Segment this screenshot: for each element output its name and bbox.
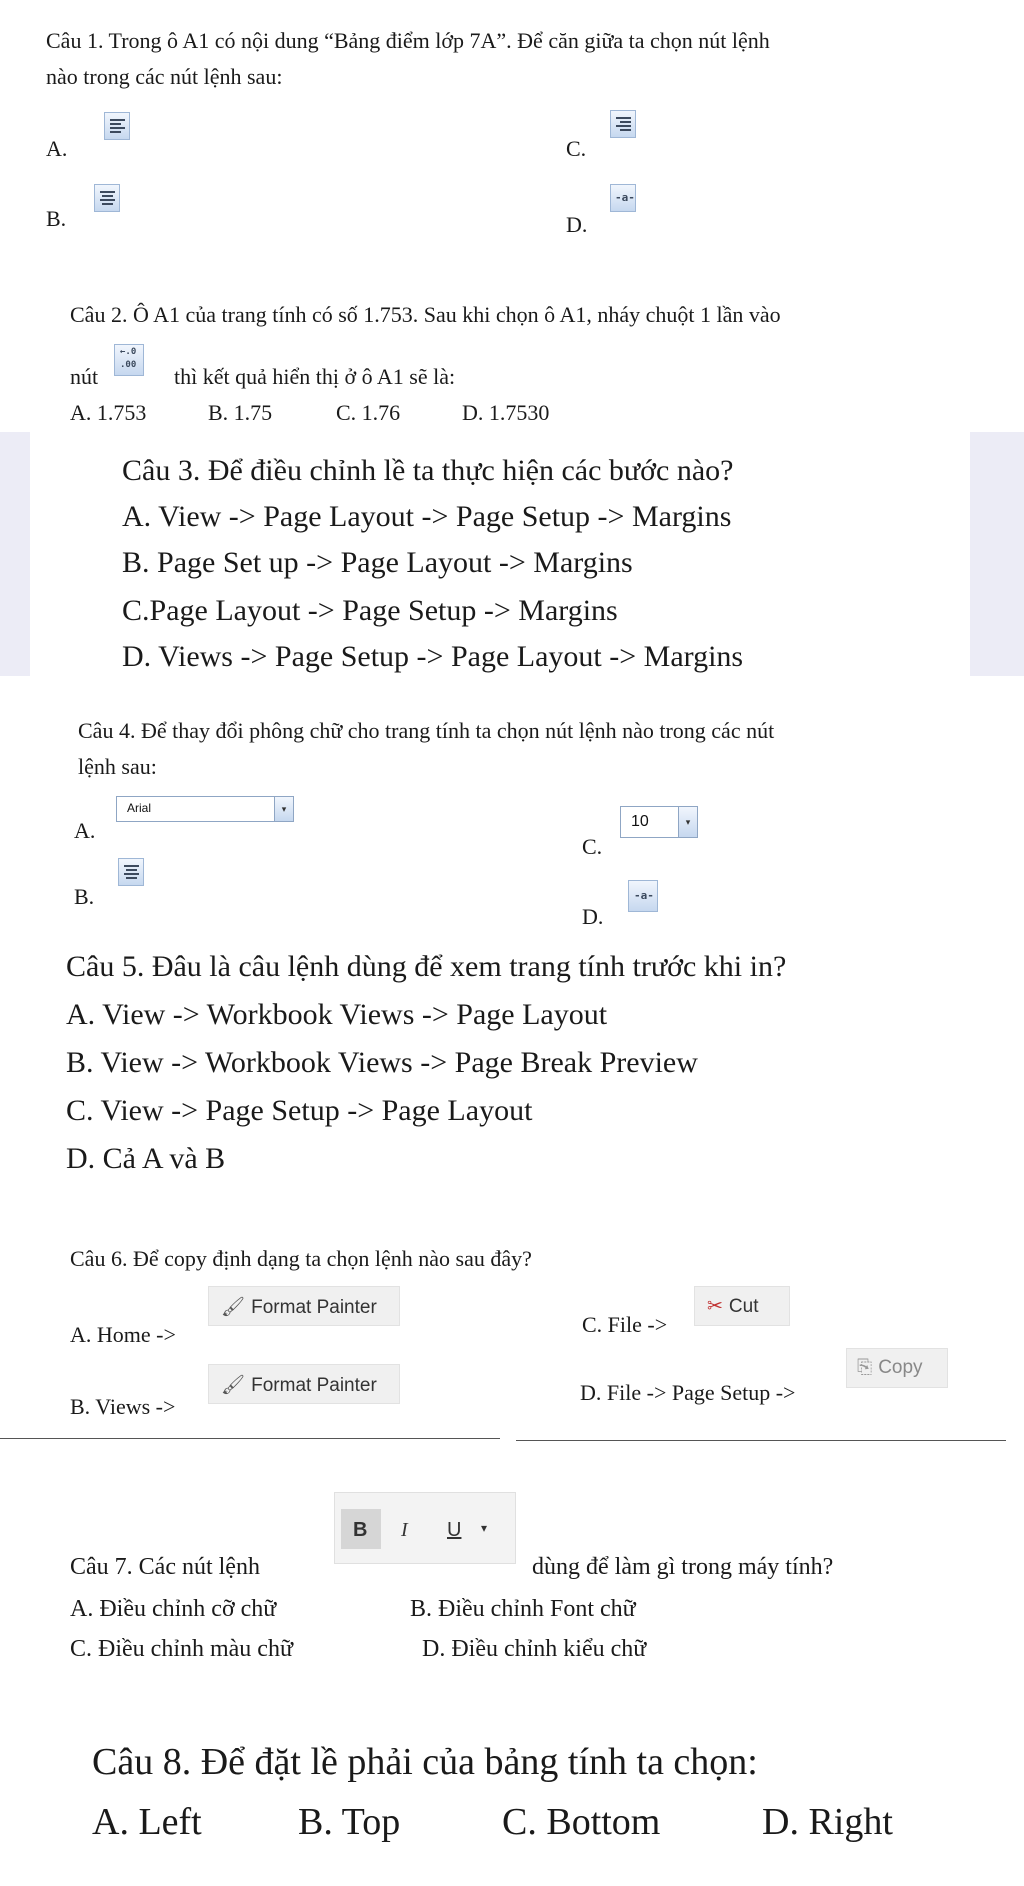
q7-prefix: Câu 7. Các nút lệnh xyxy=(70,1554,260,1580)
copy-icon: ⎘ xyxy=(857,1357,873,1378)
italic-button[interactable]: I xyxy=(401,1519,408,1541)
decrease-decimal-icon[interactable]: ←.0 .00 xyxy=(114,344,144,376)
divider-right xyxy=(516,1440,1006,1441)
q5-question: Câu 5. Đâu là câu lệnh dùng để xem trang tính trước khi in? xyxy=(66,950,787,983)
q8-option-b: B. Top xyxy=(298,1801,401,1843)
paintbrush-icon: 🖌 xyxy=(221,1375,246,1396)
q4-option-c-label: C. xyxy=(582,834,603,859)
q7-suffix: dùng để làm gì trong máy tính? xyxy=(532,1554,834,1580)
q1-option-a-label: A. xyxy=(46,136,68,161)
q2-suffix: thì kết quả hiển thị ở ô A1 sẽ là: xyxy=(174,364,456,389)
font-size-dropdown[interactable] xyxy=(620,806,698,838)
q1-option-c-label: C. xyxy=(566,136,587,161)
q8-option-d: D. Right xyxy=(762,1801,893,1843)
font-style-toolbar xyxy=(334,1492,516,1564)
q4-option-a-label: A. xyxy=(74,818,96,843)
q4-question-line1: Câu 4. Để thay đổi phông chữ cho trang tính ta chọn nút lệnh nào trong các nút xyxy=(78,718,775,743)
q2-option-d: D. 1.7530 xyxy=(462,400,550,425)
align-right-icon[interactable] xyxy=(610,110,636,138)
q6-option-b-prefix: B. Views -> xyxy=(70,1394,176,1419)
q6-option-c-prefix: C. File -> xyxy=(582,1312,668,1337)
q4-option-b-label: B. xyxy=(74,884,95,909)
q2-option-c: C. 1.76 xyxy=(336,400,401,425)
q7-option-a: A. Điều chỉnh cỡ chữ xyxy=(70,1596,277,1622)
chevron-down-icon: ▾ xyxy=(678,807,697,837)
q7-option-b: B. Điều chỉnh Font chữ xyxy=(410,1596,636,1622)
q8-option-c: C. Bottom xyxy=(502,1801,661,1843)
q3-question: Câu 3. Để điều chỉnh lề ta thực hiện các bước nào? xyxy=(122,454,734,487)
font-name-value: Arial xyxy=(127,801,152,815)
q6-question: Câu 6. Để copy định dạng ta chọn lệnh nào sau đây? xyxy=(70,1246,532,1271)
align-center-icon[interactable] xyxy=(118,858,144,886)
q4-option-d-label: D. xyxy=(582,904,604,929)
q5-option-b: B. View -> Workbook Views -> Page Break Preview xyxy=(66,1046,698,1079)
paintbrush-icon: 🖌 xyxy=(221,1297,246,1318)
q7-option-c: C. Điều chỉnh màu chữ xyxy=(70,1636,293,1662)
q3-option-a: A. View -> Page Layout -> Page Setup -> Margins xyxy=(122,500,732,533)
copy-button[interactable]: ⎘ Copy xyxy=(846,1348,948,1388)
chevron-down-icon: ▾ xyxy=(274,797,293,821)
cut-button[interactable]: ✂ Cut xyxy=(694,1286,790,1326)
q1-option-b-label: B. xyxy=(46,206,67,231)
q6-option-d-prefix: D. File -> Page Setup -> xyxy=(580,1380,796,1405)
align-center-icon[interactable] xyxy=(94,184,120,212)
q8-option-a: A. Left xyxy=(92,1801,202,1843)
q2-option-b: B. 1.75 xyxy=(208,400,273,425)
q2-option-a: A. 1.753 xyxy=(70,400,147,425)
chevron-down-icon[interactable]: ▾ xyxy=(481,1521,488,1535)
q2-prefix: nút xyxy=(70,364,99,389)
bold-button[interactable]: B xyxy=(353,1519,368,1541)
q7-option-d: D. Điều chỉnh kiểu chữ xyxy=(422,1636,647,1662)
format-painter-button-a[interactable]: 🖌 Format Painter xyxy=(208,1286,400,1326)
q2-question-line1: Câu 2. Ô A1 của trang tính có số 1.753. Sau khi chọn ô A1, nháy chuột 1 lần vào xyxy=(70,302,781,327)
q5-option-a: A. View -> Workbook Views -> Page Layout xyxy=(66,998,608,1031)
q5-option-c: C. View -> Page Setup -> Page Layout xyxy=(66,1094,533,1127)
q3-left-band xyxy=(0,432,30,676)
q1-question-line2: nào trong các nút lệnh sau: xyxy=(46,64,283,89)
merge-and-center-icon[interactable]: -a- xyxy=(610,184,636,212)
q3-option-c: C.Page Layout -> Page Setup -> Margins xyxy=(122,594,618,627)
q8-question: Câu 8. Để đặt lề phải của bảng tính ta chọn: xyxy=(92,1741,758,1783)
q5-option-d: D. Cả A và B xyxy=(66,1142,226,1175)
divider-left xyxy=(0,1438,500,1439)
q1-question-line1: Câu 1. Trong ô A1 có nội dung “Bảng điểm lớp 7A”. Để căn giữa ta chọn nút lệnh xyxy=(46,28,770,53)
align-left-icon[interactable] xyxy=(104,112,130,140)
q4-question-line2: lệnh sau: xyxy=(78,754,157,779)
q6-option-a-prefix: A. Home -> xyxy=(70,1322,176,1347)
underline-button[interactable]: U xyxy=(447,1519,462,1541)
merge-and-center-icon[interactable]: -a- xyxy=(628,880,658,912)
q1-option-d-label: D. xyxy=(566,212,588,237)
format-painter-button-b[interactable]: 🖌 Format Painter xyxy=(208,1364,400,1404)
scissors-icon: ✂ xyxy=(707,1296,723,1317)
font-size-value: 10 xyxy=(631,813,649,830)
font-name-dropdown[interactable] xyxy=(116,796,294,822)
q3-right-band xyxy=(970,432,1024,676)
q3-option-b: B. Page Set up -> Page Layout -> Margins xyxy=(122,546,633,579)
q3-option-d: D. Views -> Page Setup -> Page Layout -> Margins xyxy=(122,640,744,673)
